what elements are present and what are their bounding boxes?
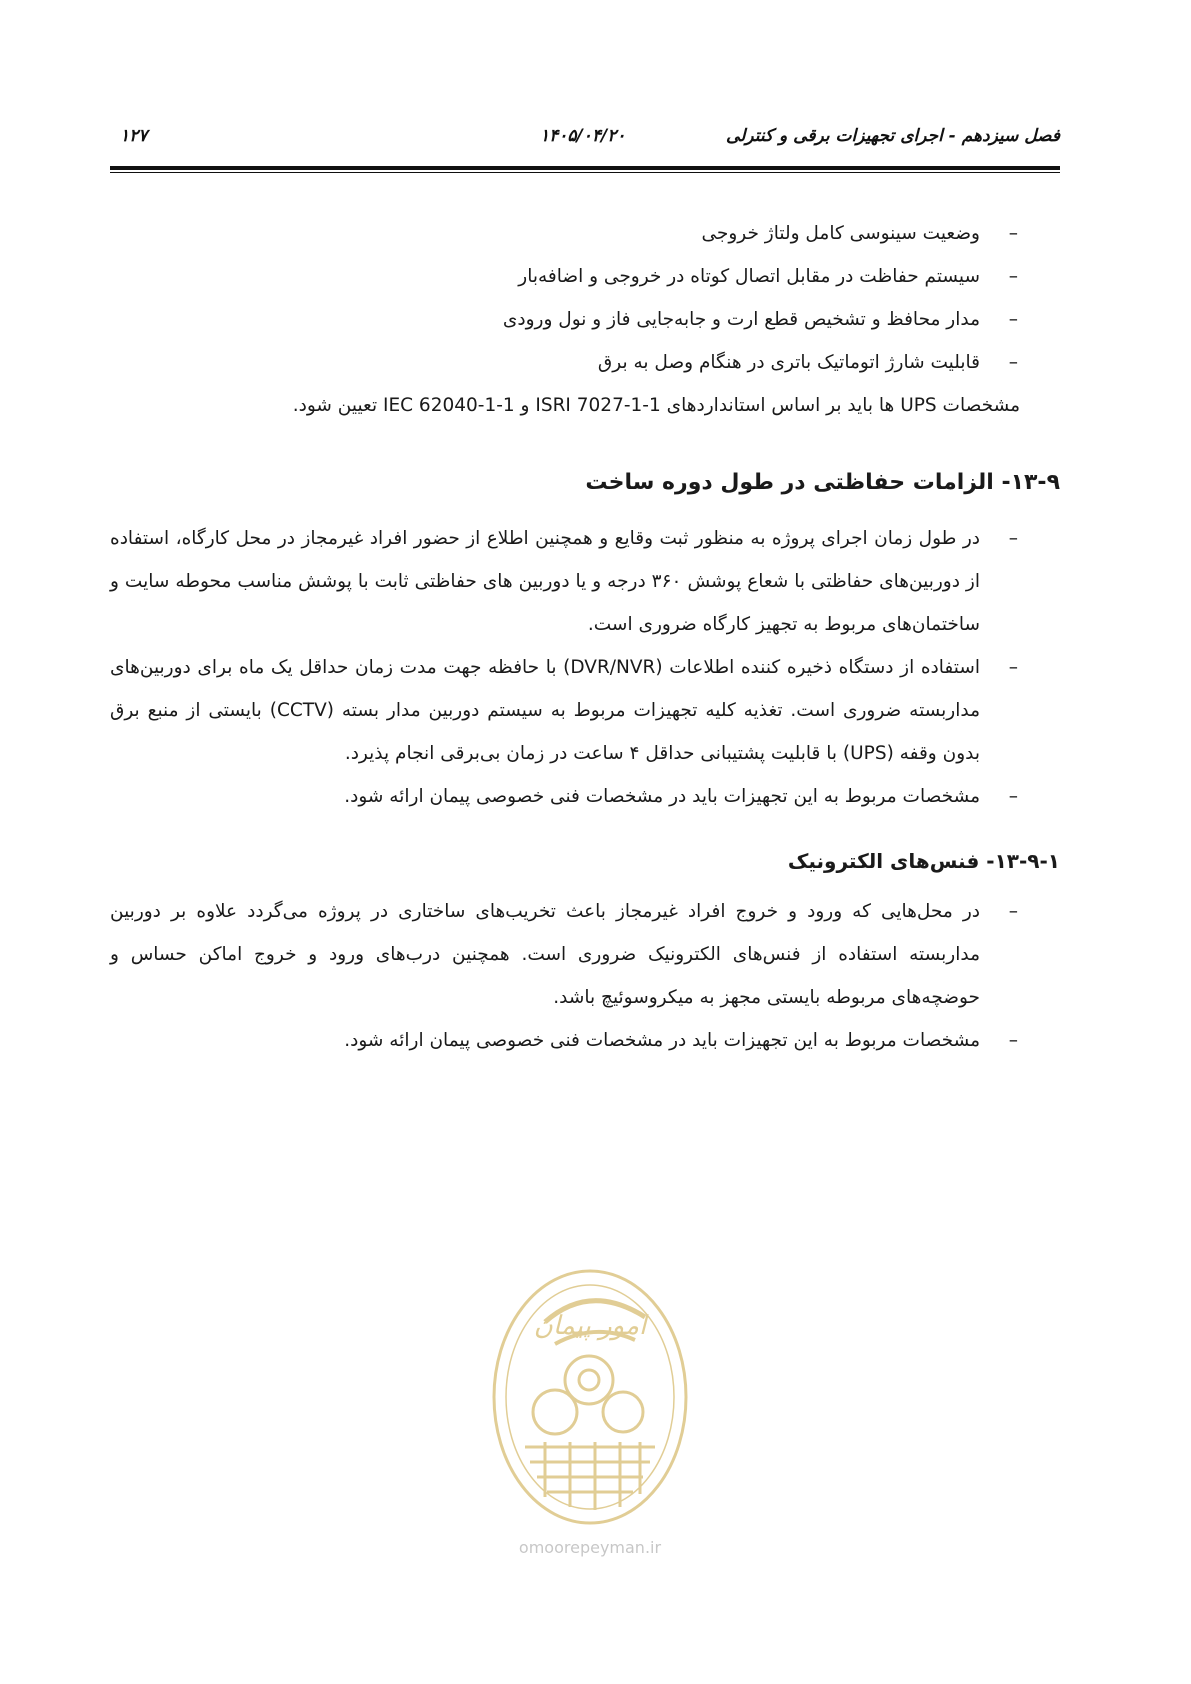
list-item-text: مشخصات مربوط به این تجهیزات باید در مشخصات فنی خصوصی پیمان ارائه شود. [344, 786, 980, 807]
header-date: ۱۴۰۵/۰۴/۲۰ [540, 126, 626, 146]
list-dash: – [1008, 528, 1018, 549]
list-item [110, 255, 1060, 298]
watermark-logo [485, 1262, 695, 1562]
list-dash: – [1008, 309, 1018, 330]
document-body [110, 212, 1060, 1062]
list-item [110, 890, 1060, 1019]
list-item [110, 341, 1060, 384]
list-item [110, 1019, 1060, 1062]
ups-features-list [110, 212, 1060, 384]
list-dash: – [1008, 786, 1018, 807]
list-dash: – [1008, 1030, 1018, 1051]
list-item-text: وضعیت سینوسی کامل ولتاژ خروجی [701, 223, 980, 244]
list-dash: – [1008, 901, 1018, 922]
list-dash: – [1008, 223, 1018, 244]
list-dash: – [1008, 266, 1018, 287]
list-item-text: قابلیت شارژ اتوماتیک باتری در هنگام وصل به برق [597, 352, 980, 373]
list-dash: – [1008, 657, 1018, 678]
section-list [110, 517, 1060, 818]
subsection-list [110, 890, 1060, 1062]
ups-standards-note: مشخصات UPS ها باید بر اساس استانداردهای ISRI 7027-1-1 و IEC 62040-1-1 تعیین شود. [292, 395, 1020, 416]
chapter-title: فصل سیزدهم - اجرای تجهیزات برقی و کنترلی [726, 126, 1060, 146]
subsection-heading: ۱۳-۹-۱- فنس‌های الکترونیک [787, 849, 1060, 873]
list-item [110, 298, 1060, 341]
watermark-logo-text: امور پیمان [533, 1311, 647, 1341]
watermark-site: omoorepeyman.ir [518, 1538, 662, 1557]
list-item-text: در محل‌هایی که ورود و خروج افراد غیرمجاز باعث تخریب‌های ساختاری در پروژه می‌گردد علاوه بر دوربین مداربسته استفاده از فنس‌های الکترونیک ضروری است. همچنین درب‌های ورود و خروج اماکن حساس و حوضچه‌های مربوطه بایستی مجهز به میکروسوئیچ باشد. [110, 901, 980, 1008]
page-header [110, 118, 1060, 156]
list-item [110, 517, 1060, 646]
watermark-seal-icon [485, 1262, 695, 1532]
list-item [110, 646, 1060, 775]
list-item [110, 212, 1060, 255]
header-rule-thin [110, 172, 1060, 173]
list-dash: – [1008, 352, 1018, 373]
section-heading: ۱۳-۹- الزامات حفاظتی در طول دوره ساخت [585, 470, 1060, 495]
page-number: ۱۲۷ [120, 126, 148, 146]
list-item-text: مشخصات مربوط به این تجهیزات باید در مشخصات فنی خصوصی پیمان ارائه شود. [344, 1030, 980, 1051]
list-item-text: سیستم حفاظت در مقابل اتصال کوتاه در خروجی و اضافه‌بار [518, 266, 980, 287]
list-item-text: استفاده از دستگاه ذخیره کننده اطلاعات (DVR/NVR) با حافظه جهت مدت زمان حداقل یک ماه برای دوربین‌های مداربسته ضروری است. تغذیه کلیه تجهیزات مربوط به سیستم دوربین مدار بسته (CCTV) بایستی از منبع برق بدون وقفه (UPS) با قابلیت پشتیبانی حداقل ۴ ساعت در زمان بی‌برقی انجام پذیرد. [110, 657, 980, 764]
header-rule-thick [110, 166, 1060, 170]
list-item-text: در طول زمان اجرای پروژه به منظور ثبت وقایع و همچنین اطلاع از حضور افراد غیرمجاز در محل کارگاه، استفاده از دوربین‌های حفاظتی با شعاع پوشش ۳۶۰ درجه و یا دوربین های حفاظتی ثابت با پوشش مناسب محوطه سایت و ساختمان‌های مربوط به تجهیز کارگاه ضروری است. [110, 528, 980, 635]
list-item-text: مدار محافظ و تشخیص قطع ارت و جابه‌جایی فاز و نول ورودی [502, 309, 980, 330]
list-item [110, 775, 1060, 818]
